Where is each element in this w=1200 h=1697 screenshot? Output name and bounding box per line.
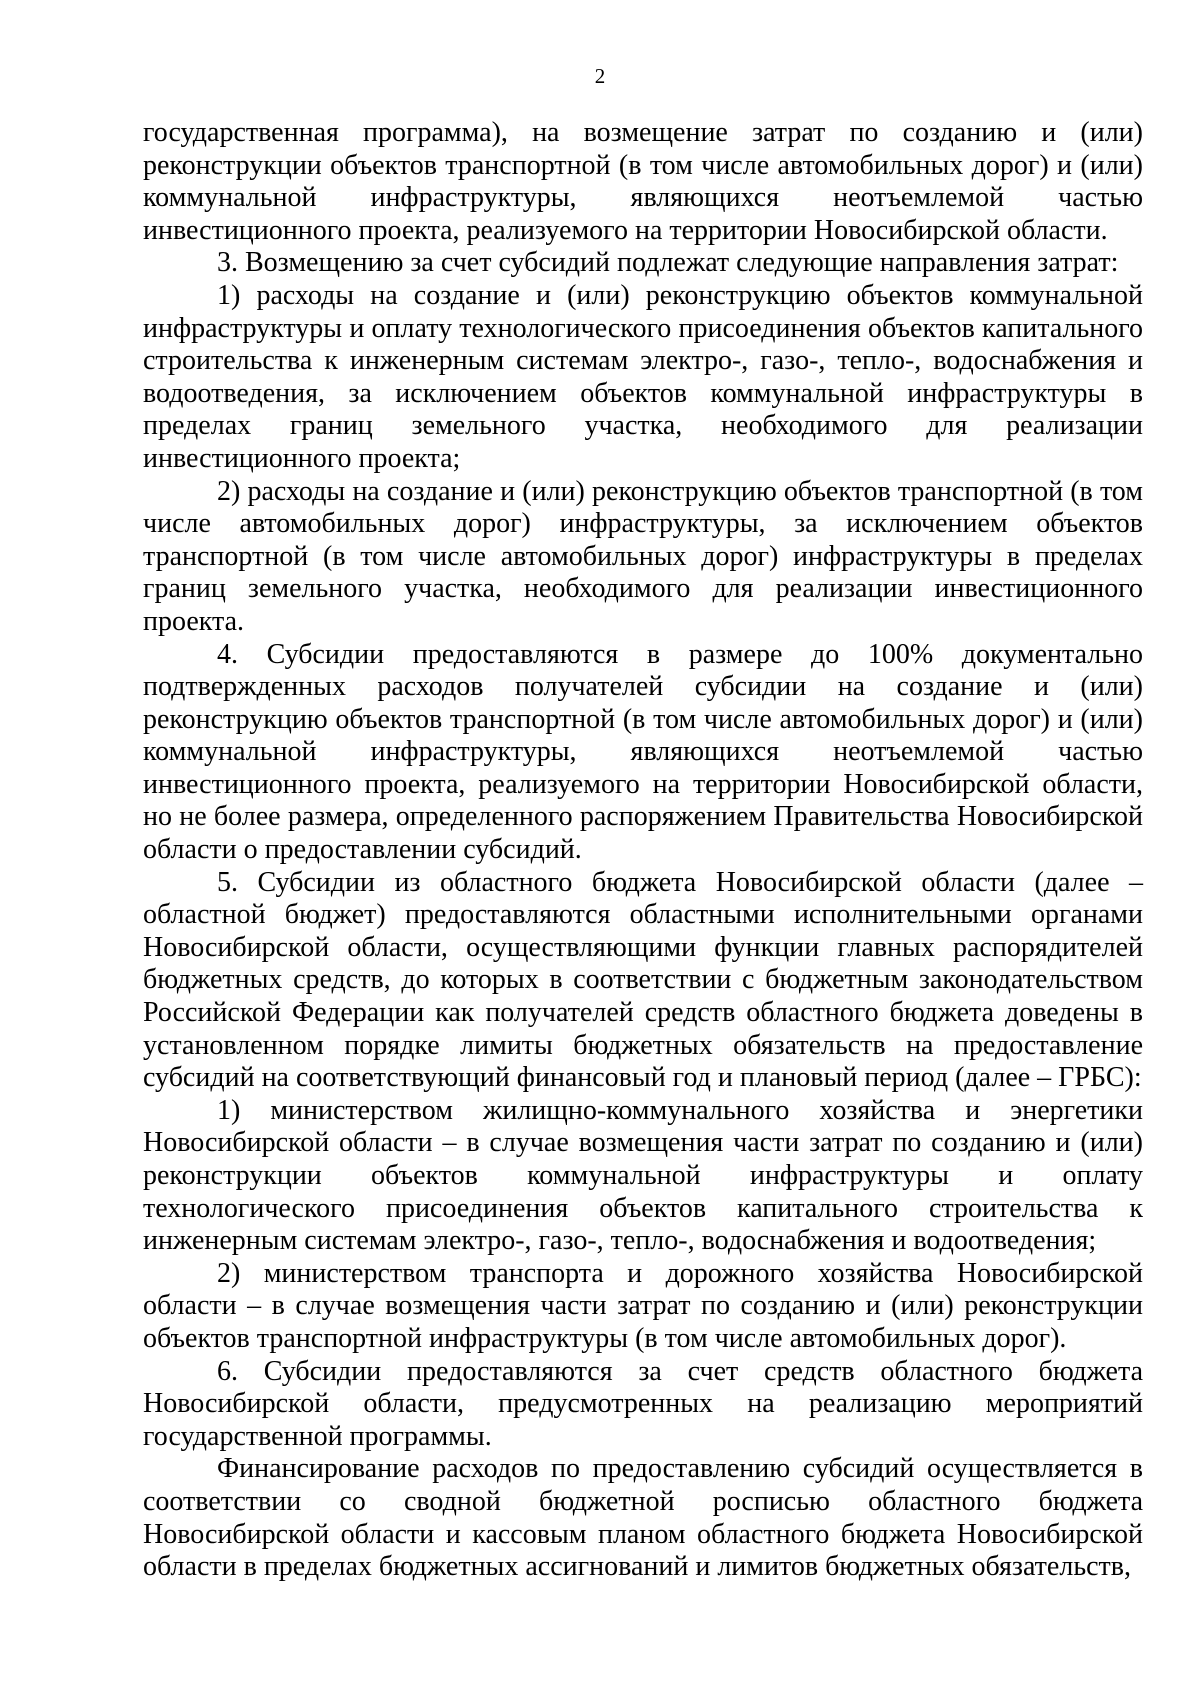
- paragraph-item-5: 5. Субсидии из областного бюджета Новосибирской области (далее – областной бюджет) предоставляются областными исполнительными органами Новосибирской области, осуществляющими функции главных распорядителей бюджетных средств, до которых в соответствии с бюджетным законодательством Российской Федерации как получателей средств областного бюджета доведены в установленном порядке лимиты бюджетных обязательств на предоставление субсидий на соответствующий финансовый год и плановый период (далее – ГРБС):: [143, 866, 1143, 1094]
- paragraph-item-6: 6. Субсидии предоставляются за счет средств областного бюджета Новосибирской области, предусмотренных на реализацию мероприятий государственной программы.: [143, 1355, 1143, 1452]
- paragraph-item-3-1: 1) расходы на создание и (или) реконструкцию объектов коммунальной инфраструктуры и оплату технологического присоединения объектов капитального строительства к инженерным системам электро-, газо-, тепло-, водоснабжения и водоотведения, за исключением объектов коммунальной инфраструктуры в пределах границ земельного участка, необходимого для реализации инвестиционного проекта;: [143, 279, 1143, 474]
- paragraph-item-5-1: 1) министерством жилищно-коммунального хозяйства и энергетики Новосибирской области – в случае возмещения части затрат по созданию и (или) реконструкции объектов коммунальной инфраструктуры и оплату технологического присоединения объектов капитального строительства к инженерным системам электро-, газо-, тепло-, водоснабжения и водоотведения;: [143, 1094, 1143, 1257]
- paragraph-item-4: 4. Субсидии предоставляются в размере до 100% документально подтвержденных расходов получателей субсидии на создание и (или) реконструкцию объектов транспортной (в том числе автомобильных дорог) и (или) коммунальной инфраструктуры, являющихся неотъемлемой частью инвестиционного проекта, реализуемого на территории Новосибирской области, но не более размера, определенного распоряжением Правительства Новосибирской области о предоставлении субсидий.: [143, 638, 1143, 866]
- page-number: 2: [594, 64, 606, 88]
- paragraph-item-3: 3. Возмещению за счет субсидий подлежат следующие направления затрат:: [217, 247, 1119, 279]
- paragraph-financing: Финансирование расходов по предоставлению субсидий осуществляется в соответствии со сводной бюджетной росписью областного бюджета Новосибирской области и кассовым планом областного бюджета Новосибирской области в пределах бюджетных ассигнований и лимитов бюджетных обязательств,: [143, 1453, 1143, 1583]
- paragraph-item-5-2: 2) министерством транспорта и дорожного хозяйства Новосибирской области – в случае возмещения части затрат по созданию и (или) реконструкции объектов транспортной инфраструктуры (в том числе автомобильных дорог).: [143, 1257, 1143, 1354]
- document-body: [143, 117, 1143, 1584]
- paragraph-continuation: государственная программа), на возмещение затрат по созданию и (или) реконструкции объектов транспортной (в том числе автомобильных дорог) и (или) коммунальной инфраструктуры, являющихся неотъемлемой частью инвестиционного проекта, реализуемого на территории Новосибирской области.: [143, 117, 1143, 246]
- paragraph-item-3-2: 2) расходы на создание и (или) реконструкцию объектов транспортной (в том числе автомобильных дорог) инфраструктуры, за исключением объектов транспортной (в том числе автомобильных дорог) инфраструктуры в пределах границ земельного участка, необходимого для реализации инвестиционного проекта.: [143, 475, 1143, 637]
